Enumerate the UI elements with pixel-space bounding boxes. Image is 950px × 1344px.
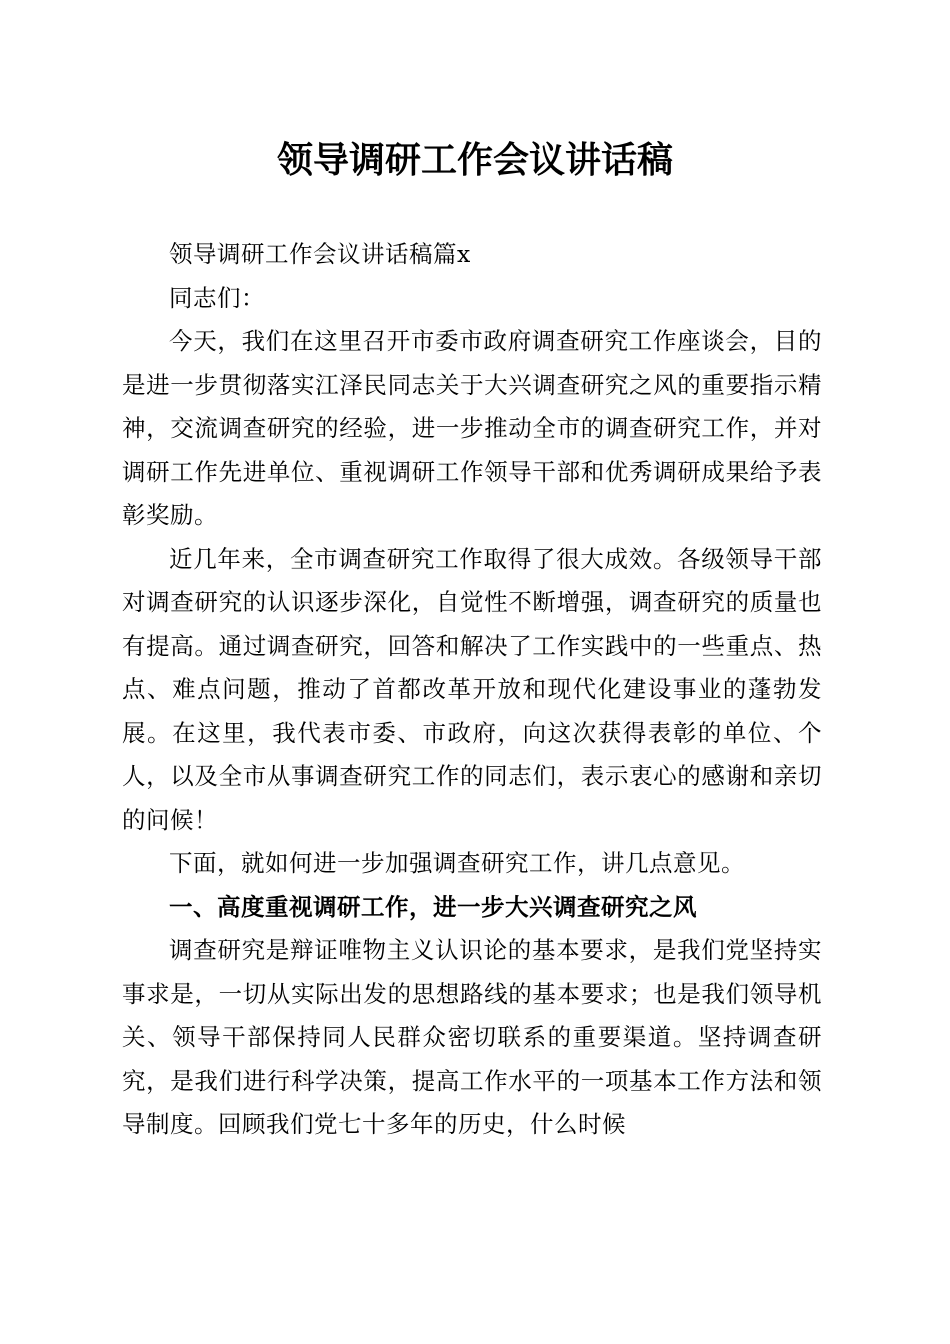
subtitle-line: 领导调研工作会议讲话稿篇x — [169, 240, 471, 268]
salutation: 同志们： — [169, 283, 265, 312]
section-heading-1: 一、高度重视调研工作，进一步大兴调查研究之风 — [169, 892, 697, 921]
paragraph-section-1: 调查研究是辩证唯物主义认识论的基本要求，是我们党坚持实事求是，一切从实际出发的思想路线的基本要求；也是我们领导机关、领导干部保持同人民群众密切联系的重要渠道。坚持调查研究，是我们进行科学决策，提高工作水平的一项基本工作方法和领导制度。回顾我们党七十多年的历史，什么时候 — [122, 936, 822, 1138]
paragraph-opening: 今天，我们在这里召开市委市政府调查研究工作座谈会，目的是进一步贯彻落实江泽民同志关于大兴调查研究之风的重要指示精神，交流调查研究的经验，进一步推动全市的调查研究工作，并对调研工作先进单位、重视调研工作领导干部和优秀调研成果给予表彰奖励。 — [122, 327, 822, 529]
paragraph-achievements: 近几年来，全市调查研究工作取得了很大成效。各级领导干部对调查研究的认识逐步深化，自觉性不断增强，调查研究的质量也有提高。通过调查研究，回答和解决了工作实践中的一些重点、热点、难点问题，推动了首都改革开放和现代化建设事业的蓬勃发展。在这里，我代表市委、市政府，向这次获得表彰的单位、个人，以及全市从事调查研究工作的同志们，表示衷心的感谢和亲切的问候！ — [122, 544, 822, 834]
paragraph-transition: 下面，就如何进一步加强调查研究工作，讲几点意见。 — [169, 849, 745, 877]
document-title: 领导调研工作会议讲话稿 — [276, 139, 673, 181]
document-body — [122, 233, 822, 1147]
